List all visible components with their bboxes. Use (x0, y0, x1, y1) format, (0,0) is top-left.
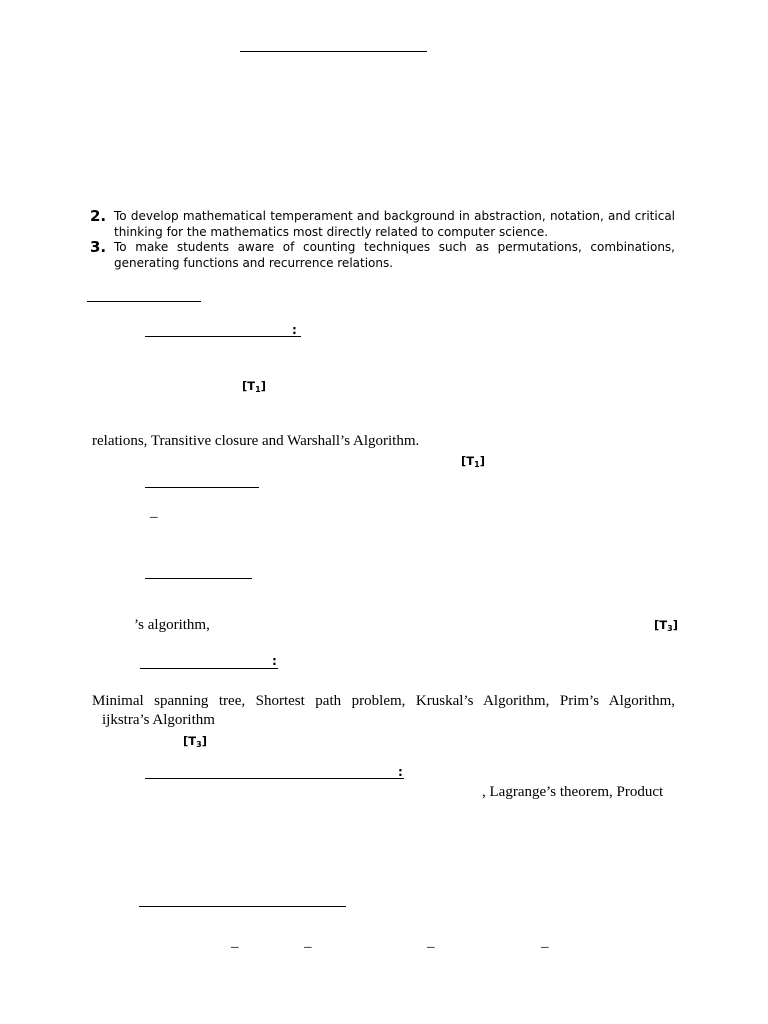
unit-heading-colon: : (398, 765, 403, 779)
title-underline (240, 51, 427, 52)
reference-tag: $[T_3]$ (183, 734, 207, 749)
syllabus-text-line: , Lagrange’s theorem, Product (482, 784, 664, 800)
dash-mark: – (304, 939, 312, 955)
unit-heading-colon: : (292, 323, 297, 337)
objective-text: To develop mathematical temperament and background in abstraction, notation, and critical thinking for the mathematics most directly related to computer science. (114, 209, 675, 239)
section-heading-underline (139, 906, 346, 907)
reference-tag: $[T_3]$ (654, 618, 678, 633)
unit-heading-underline (145, 487, 259, 488)
reference-tag: $[T_1]$ (242, 379, 266, 394)
dash-mark: – (427, 939, 435, 955)
reference-tag: $[T_1]$ (461, 454, 485, 469)
dash-mark: – (150, 509, 158, 525)
unit-heading-colon: : (272, 654, 277, 668)
unit-heading-underline (140, 668, 278, 669)
unit-heading-underline (145, 336, 301, 337)
objective-text: To make students aware of counting techniques such as permutations, combinations, generating functions and recurrence relations. (114, 240, 675, 270)
syllabus-text-line: Minimal spanning tree, Shortest path problem, Kruskal’s Algorithm, Prim’s Algorithm, (92, 693, 675, 709)
objective-number: 2. (90, 207, 107, 225)
syllabus-text-line: ’s algorithm, (134, 617, 210, 633)
objective-number: 3. (90, 238, 107, 256)
dash-mark: – (541, 939, 549, 955)
syllabus-text-line: ijkstra’s Algorithm (102, 712, 215, 728)
unit-heading-underline (145, 578, 252, 579)
dash-mark: – (231, 939, 239, 955)
section-heading-underline (87, 301, 201, 302)
syllabus-text-line: relations, Transitive closure and Warshall’s Algorithm. (92, 433, 420, 449)
unit-heading-underline (145, 778, 404, 779)
